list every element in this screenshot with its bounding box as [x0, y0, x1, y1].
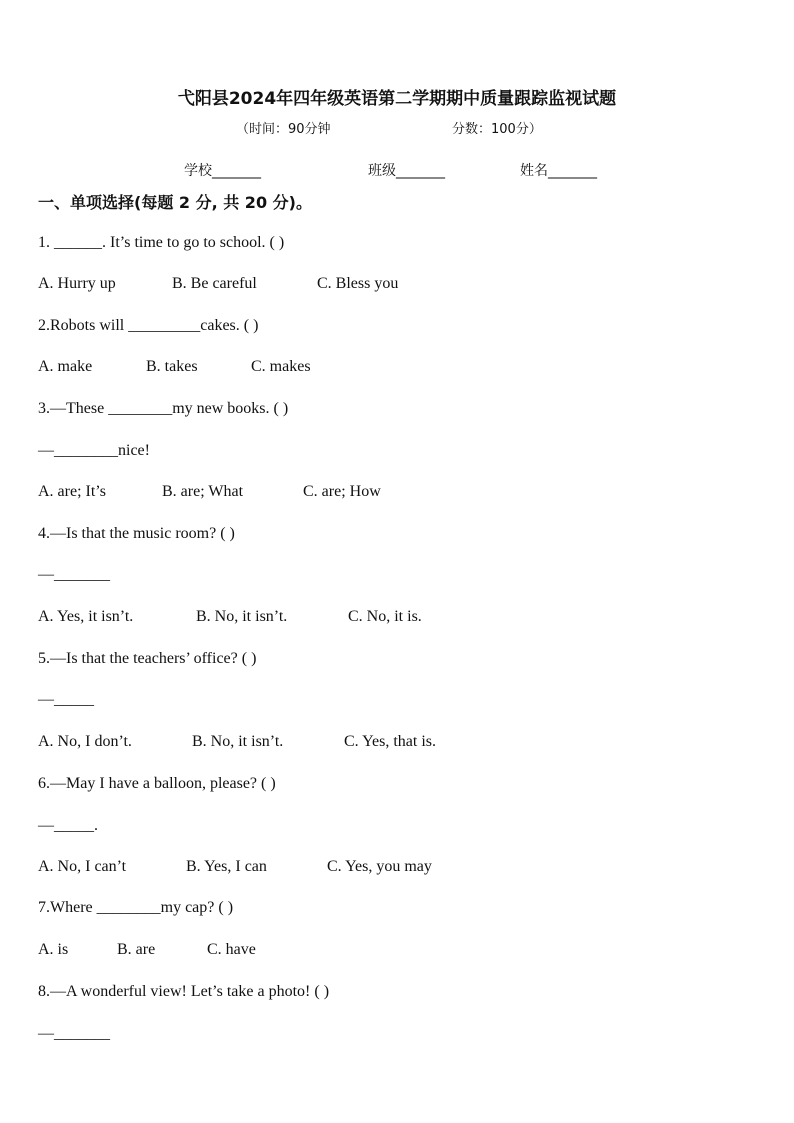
question-1-options: [38, 273, 398, 295]
option-a: A. No, I can’t: [38, 858, 127, 875]
option-b: B. takes: [146, 358, 198, 375]
class-field: 班级_______: [368, 163, 445, 179]
question-8-reply: —_______: [38, 1025, 110, 1042]
question-4-options: [38, 606, 422, 628]
option-c: C. are; How: [303, 483, 381, 500]
option-b: B. Be careful: [172, 275, 257, 292]
option-c: C. have: [207, 941, 256, 958]
question-7-stem: 7.Where ________my cap? ( ): [38, 899, 234, 916]
section-heading: 一、单项选择(每题 2 分, 共 20 分)。: [38, 193, 312, 212]
question-8-stem: 8.—A wonderful view! Let’s take a photo! ( ): [38, 983, 330, 1000]
question-5-stem: 5.—Is that the teachers’ office? ( ): [38, 650, 257, 667]
question-6-reply: —_____.: [38, 817, 98, 834]
option-a: A. Hurry up: [38, 275, 116, 292]
question-6-stem: 6.—May I have a balloon, please? ( ): [38, 775, 276, 792]
question-5-options: [38, 731, 436, 753]
option-c: C. Yes, that is.: [344, 733, 437, 750]
question-7-options: [38, 939, 256, 961]
option-c: C. makes: [251, 358, 311, 375]
option-a: A. make: [38, 358, 93, 375]
question-3-stem: 3.—These ________my new books. ( ): [38, 400, 289, 417]
question-5-reply: —_____: [38, 691, 94, 708]
exam-time: （时间：90分钟: [236, 122, 331, 137]
question-1-stem: 1. ______. It’s time to go to school. ( ): [38, 234, 285, 251]
option-b: B. No, it isn’t.: [196, 608, 288, 625]
option-b: B. are: [117, 941, 156, 958]
option-a: A. are; It’s: [38, 483, 106, 500]
question-3-options: [38, 481, 381, 503]
question-4-stem: 4.—Is that the music room? ( ): [38, 525, 235, 542]
question-2-stem: 2.Robots will _________cakes. ( ): [38, 317, 259, 334]
option-c: C. No, it is.: [348, 608, 422, 625]
option-a: A. Yes, it isn’t.: [38, 608, 134, 625]
exam-score: 分数：100分）: [452, 122, 542, 137]
name-field: 姓名_______: [520, 163, 597, 179]
school-field: 学校_______: [184, 163, 261, 179]
question-4-reply: —_______: [38, 566, 110, 583]
question-6-options: [38, 856, 432, 878]
option-c: C. Yes, you may: [327, 858, 432, 875]
question-2-options: [38, 356, 311, 378]
option-b: B. Yes, I can: [186, 858, 267, 875]
question-3-reply: —________nice!: [38, 442, 150, 459]
option-b: B. No, it isn’t.: [192, 733, 284, 750]
exam-title: 弋阳县2024年四年级英语第二学期期中质量跟踪监视试题: [177, 89, 617, 109]
option-a: A. is: [38, 941, 69, 958]
option-b: B. are; What: [162, 483, 244, 500]
option-c: C. Bless you: [317, 275, 399, 292]
option-a: A. No, I don’t.: [38, 733, 132, 750]
